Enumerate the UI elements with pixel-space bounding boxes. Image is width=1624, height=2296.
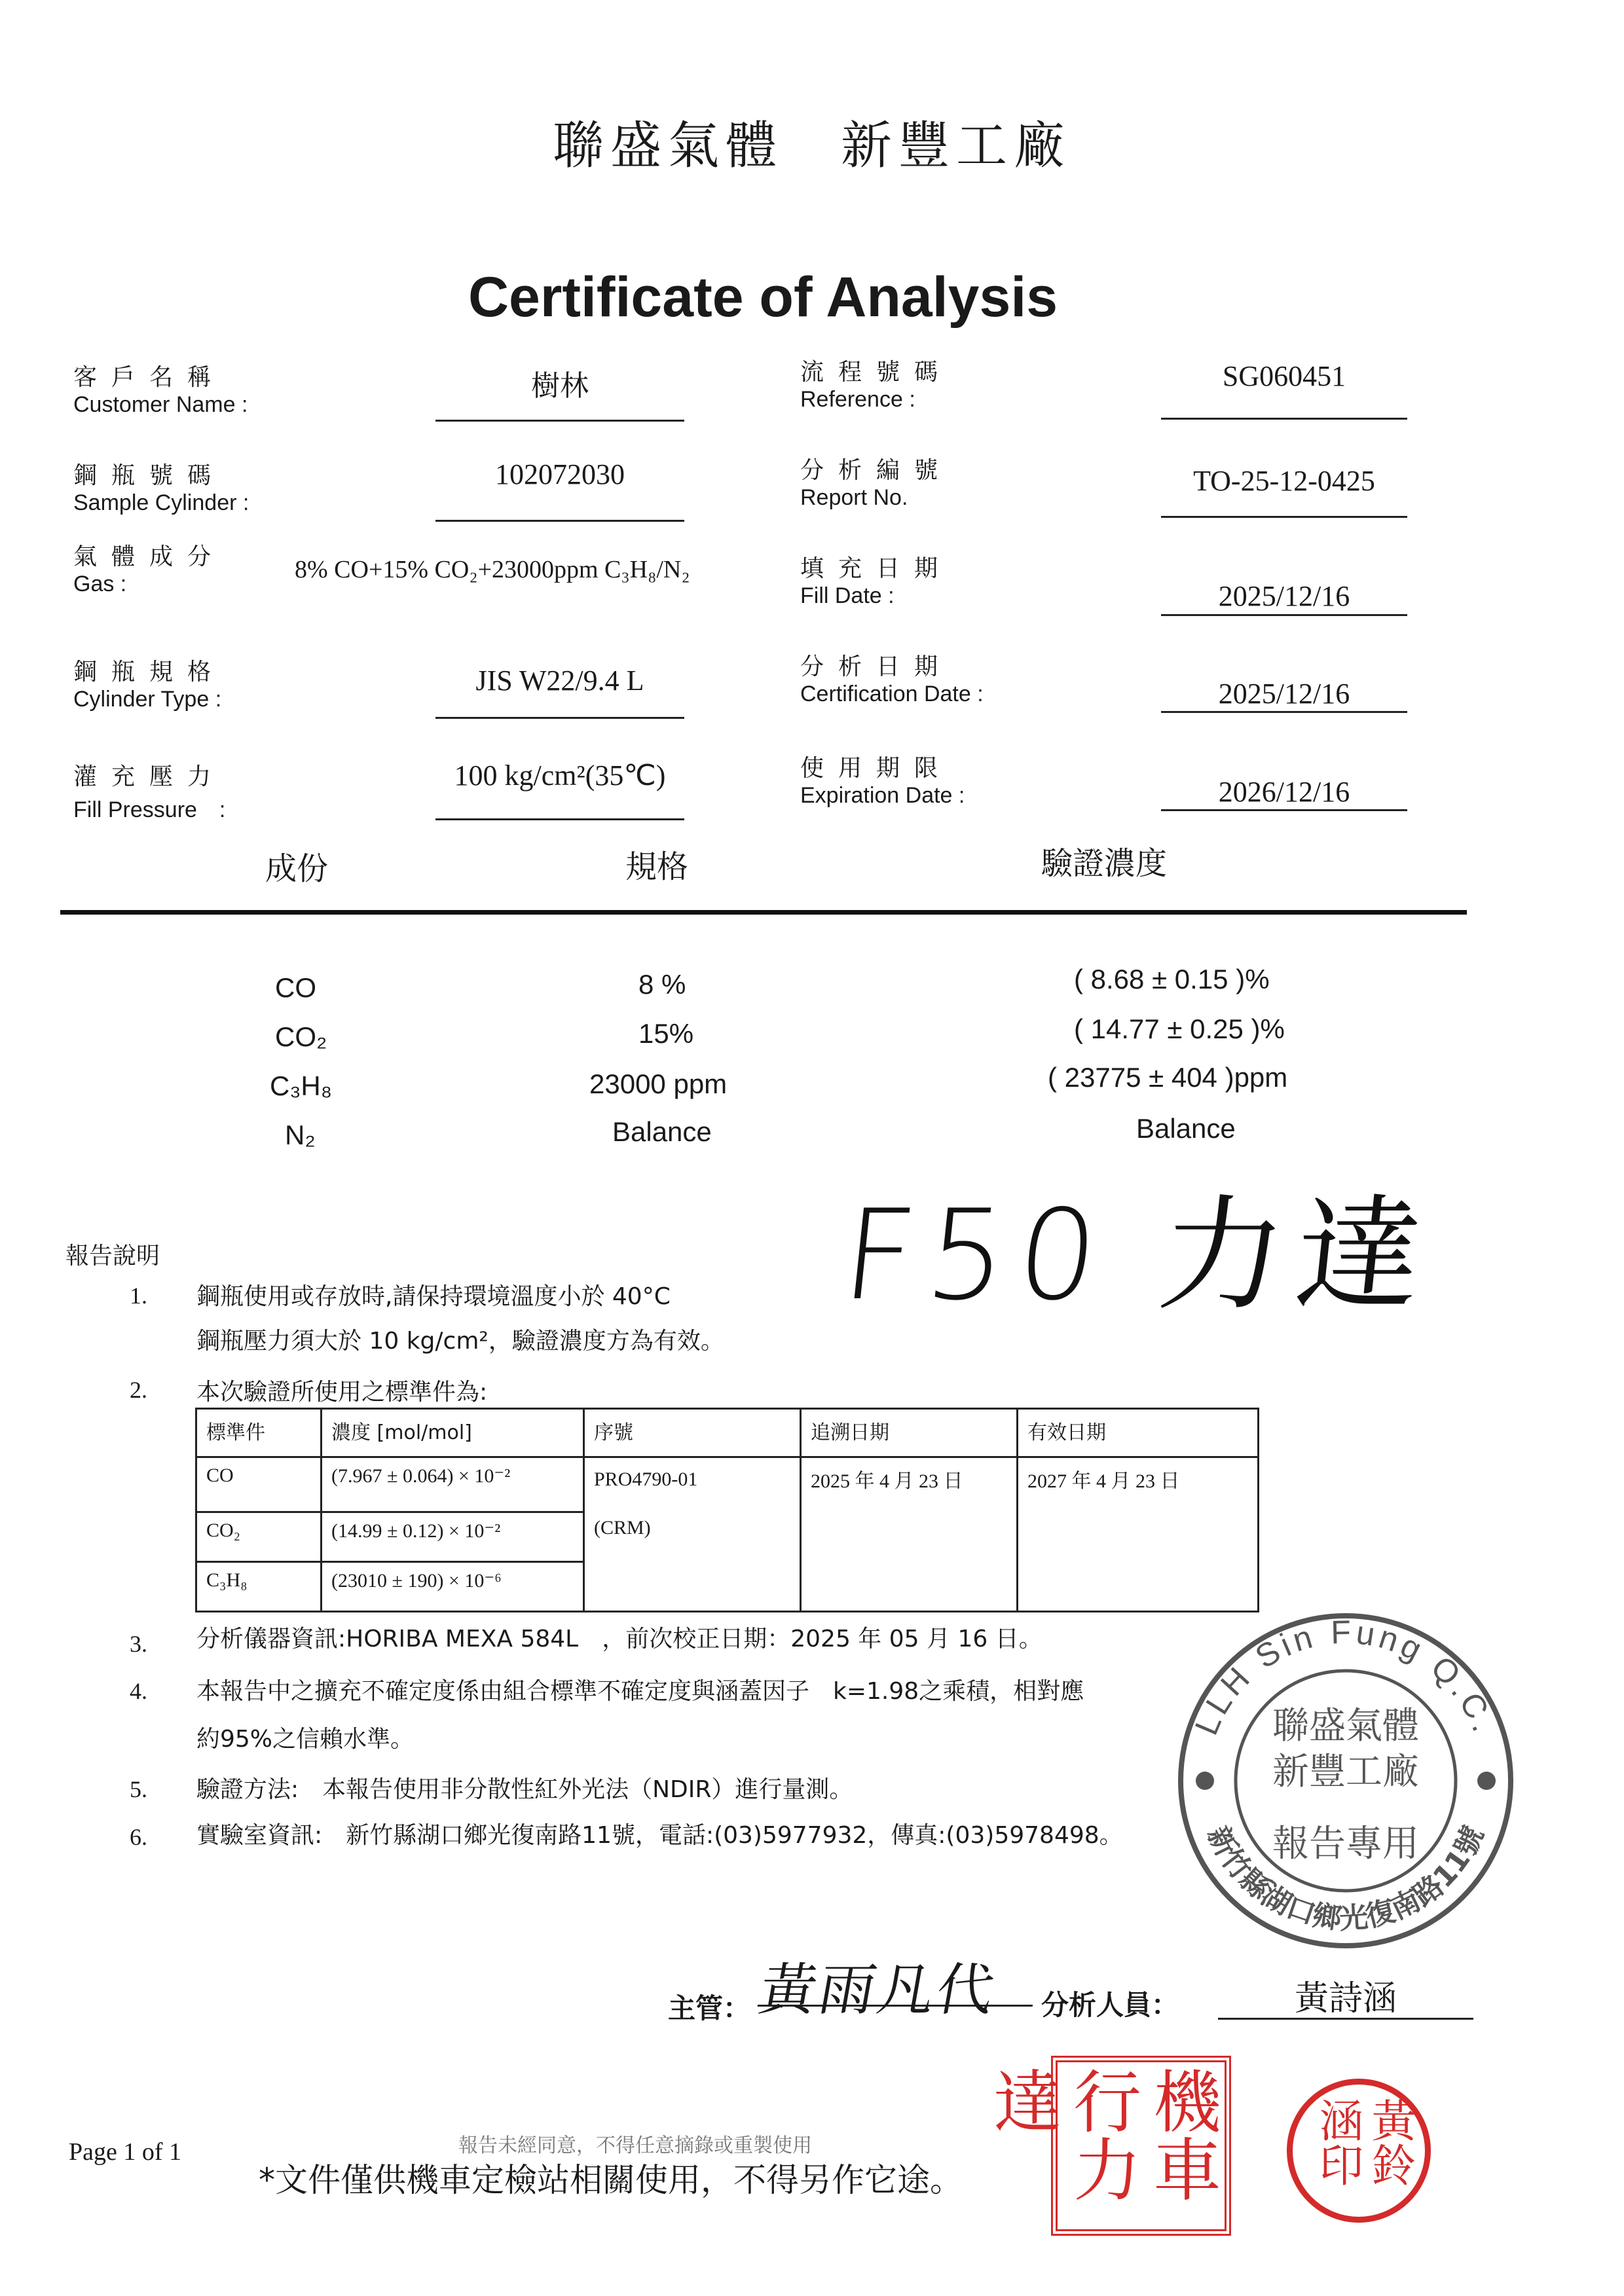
- handwritten-note: F50 力達: [836, 1183, 1441, 1328]
- std-trace-date: 2025 年 4 月 23 日: [801, 1457, 1018, 1612]
- exp-date-label: [800, 750, 965, 809]
- analyst-label: 分析人員：: [1041, 1989, 1179, 2021]
- comp-row-4-spec: Balance: [612, 1116, 712, 1147]
- note-4-number: 4.: [130, 1678, 147, 1704]
- company-name: 聯盛氣體 新豐工廠: [552, 117, 1071, 175]
- comp-row-2-component: CO₂: [275, 1021, 327, 1052]
- cert-date-label-zh: 分析日期: [800, 653, 953, 680]
- note-2-text: 本次驗證所使用之標準件為:: [196, 1379, 488, 1406]
- std-row-1-conc: (7.967 ± 0.064) × 10⁻²: [322, 1457, 584, 1512]
- std-header-valid: 有效日期: [1018, 1409, 1259, 1457]
- std-serial-line-1: PRO4790-01: [594, 1468, 698, 1490]
- gas-label: [73, 538, 225, 597]
- faint-footer-text: 報告未經同意，不得任意摘錄或重製使用: [458, 2134, 812, 2157]
- note-1-line-2: 鋼瓶壓力須大於 10 kg/cm²，驗證濃度方為有效。: [196, 1328, 724, 1355]
- report-label-zh: 分析編號: [800, 457, 953, 484]
- report-label: [800, 452, 952, 511]
- exp-date-label-en: Expiration Date :: [800, 783, 965, 808]
- cert-date-value: 2025/12/16: [1161, 668, 1407, 713]
- reference-label-zh: 流程號碼: [800, 359, 953, 386]
- note-3-text: 分析儀器資訊:HORIBA MEXA 584L ，前次校正日期：2025 年 05 月 16 日。: [196, 1626, 1043, 1652]
- qc-stamp: [1172, 1607, 1519, 1954]
- analyst-name: 黃詩涵: [1218, 1971, 1473, 2020]
- gas-label-en: Gas :: [73, 572, 127, 596]
- shop-stamp-square: [982, 2056, 1231, 2236]
- personal-seal: [1287, 2079, 1431, 2223]
- std-row-2-conc: (14.99 ± 0.12) × 10⁻²: [322, 1512, 584, 1562]
- fill-date-value: 2025/12/16: [1161, 570, 1407, 616]
- comp-row-2-spec: 15%: [638, 1018, 694, 1049]
- std-header-trace: 追溯日期: [801, 1409, 1018, 1457]
- document-title: Certificate of Analysis: [468, 266, 1058, 329]
- comp-row-3-component: C₃H₈: [270, 1070, 333, 1101]
- cylinder-label: [73, 457, 249, 516]
- pressure-value: 100 kg/cm²(35℃): [435, 753, 684, 820]
- note-6-text: 實驗室資訊: 新竹縣湖口鄉光復南路11號，電話:(03)5977932，傳真:(03)5978498。: [196, 1822, 1123, 1849]
- std-valid-date: 2027 年 4 月 23 日: [1018, 1457, 1259, 1612]
- comp-row-1-certified: ( 8.68 ± 0.15 )%: [1074, 964, 1270, 994]
- reference-label-en: Reference :: [800, 387, 915, 412]
- comp-row-1-spec: 8 %: [638, 969, 686, 1000]
- cylinder-type-label-en: Cylinder Type :: [73, 687, 222, 712]
- flower-icon: [1196, 1772, 1214, 1790]
- fill-date-label: [800, 550, 952, 609]
- std-header-name: 標準件: [196, 1409, 322, 1457]
- gas-label-zh: 氣體成分: [73, 543, 226, 570]
- std-serial-cell: [584, 1457, 801, 1612]
- reference-label: [800, 354, 952, 412]
- notes-title: 報告說明: [65, 1243, 160, 1269]
- qc-stamp-line-1: 聯盛氣體: [1272, 1705, 1419, 1747]
- customer-label: [73, 359, 248, 418]
- report-label-en: Report No.: [800, 485, 908, 510]
- shop-stamp-text: 機車行力達: [982, 2066, 1221, 2202]
- comp-row-4-component: N₂: [285, 1120, 316, 1150]
- pressure-label-en: Fill Pressure :: [73, 797, 226, 822]
- cylinder-type-label-zh: 鋼瓶規格: [73, 659, 226, 685]
- qc-stamp-ring-text: LLH Sin Fung Q.C.: [1187, 1613, 1504, 1740]
- std-row-3-conc: (23010 ± 190) × 10⁻⁶: [322, 1562, 584, 1612]
- comp-row-3-certified: ( 23775 ± 404 )ppm: [1048, 1062, 1288, 1093]
- page-number: Page 1 of 1: [69, 2138, 182, 2166]
- report-value: TO-25-12-0425: [1161, 458, 1407, 518]
- note-1-line-1: 鋼瓶使用或存放時,請保持環境溫度小於 40°C: [196, 1283, 671, 1310]
- exp-date-value: 2026/12/16: [1161, 766, 1407, 811]
- col-header-certified: 驗證濃度: [1041, 845, 1168, 882]
- col-header-spec: 規格: [625, 848, 689, 885]
- note-4-line-2: 約95%之信賴水準。: [196, 1726, 415, 1753]
- qc-stamp-line-3: 報告專用: [1272, 1823, 1419, 1865]
- cylinder-type-value: JIS W22/9.4 L: [435, 658, 684, 719]
- comp-row-2-certified: ( 14.77 ± 0.25 )%: [1074, 1013, 1285, 1044]
- exp-date-label-zh: 使用期限: [800, 755, 953, 782]
- standards-table: [195, 1408, 1259, 1613]
- note-5-text: 驗證方法: 本報告使用非分散性紅外光法（NDIR）進行量測。: [196, 1776, 853, 1803]
- composition-divider: [60, 910, 1467, 915]
- comp-row-1-component: CO: [275, 972, 316, 1003]
- std-serial-line-2: (CRM): [594, 1517, 651, 1539]
- comp-row-4-certified: Balance: [1136, 1113, 1236, 1144]
- std-header-conc: 濃度 [mol/mol]: [322, 1409, 584, 1457]
- customer-value: 樹林: [435, 363, 684, 422]
- personal-seal-text: 黃鈴涵印: [1312, 2098, 1416, 2187]
- supervisor-label: 主管：: [668, 1992, 751, 2024]
- disclaimer-text: *文件僅供機車定檢站相關使用，不得另作它途。: [259, 2161, 963, 2199]
- qc-stamp-line-2: 新豐工廠: [1272, 1751, 1419, 1793]
- std-row-1-name: CO: [196, 1457, 322, 1512]
- cylinder-type-label: [73, 653, 225, 712]
- cylinder-label-en: Sample Cylinder :: [73, 490, 249, 515]
- qc-stamp-bottom-text: 新竹縣湖口鄉光復南路11號: [1200, 1821, 1491, 1936]
- flower-icon: [1477, 1772, 1496, 1790]
- cylinder-value: 102072030: [435, 452, 684, 522]
- customer-label-en: Customer Name :: [73, 392, 248, 417]
- std-header-serial: 序號: [584, 1409, 801, 1457]
- note-2-number: 2.: [130, 1377, 147, 1403]
- note-5-number: 5.: [130, 1776, 147, 1802]
- supervisor-signature: 黃雨凡代: [758, 1944, 1044, 2007]
- cert-date-label-en: Certification Date :: [800, 682, 984, 706]
- note-4-line-1: 本報告中之擴充不確定度係由組合標準不確定度與涵蓋因子 k=1.98之乘積，相對應: [196, 1678, 1084, 1705]
- std-row-2-name: CO₂: [196, 1512, 322, 1562]
- col-header-component: 成份: [265, 850, 329, 887]
- pressure-label-zh: 灌充壓力: [73, 763, 226, 790]
- comp-row-3-spec: 23000 ppm: [589, 1068, 728, 1099]
- customer-label-zh: 客戶名稱: [73, 364, 226, 391]
- note-1-number: 1.: [130, 1283, 147, 1309]
- note-6-number: 6.: [130, 1824, 147, 1850]
- fill-date-label-en: Fill Date :: [800, 583, 895, 608]
- note-3-number: 3.: [130, 1631, 147, 1657]
- cert-date-label: [800, 648, 984, 707]
- reference-value: SG060451: [1161, 354, 1407, 420]
- table-row: [196, 1457, 1259, 1512]
- fill-date-label-zh: 填充日期: [800, 555, 953, 582]
- cylinder-label-zh: 鋼瓶號碼: [73, 462, 226, 489]
- pressure-label: [73, 758, 225, 824]
- gas-value: 8% CO+15% CO₂+23000ppm C₃H₈/N₂: [295, 556, 690, 583]
- std-row-3-name: C₃H₈: [196, 1562, 322, 1612]
